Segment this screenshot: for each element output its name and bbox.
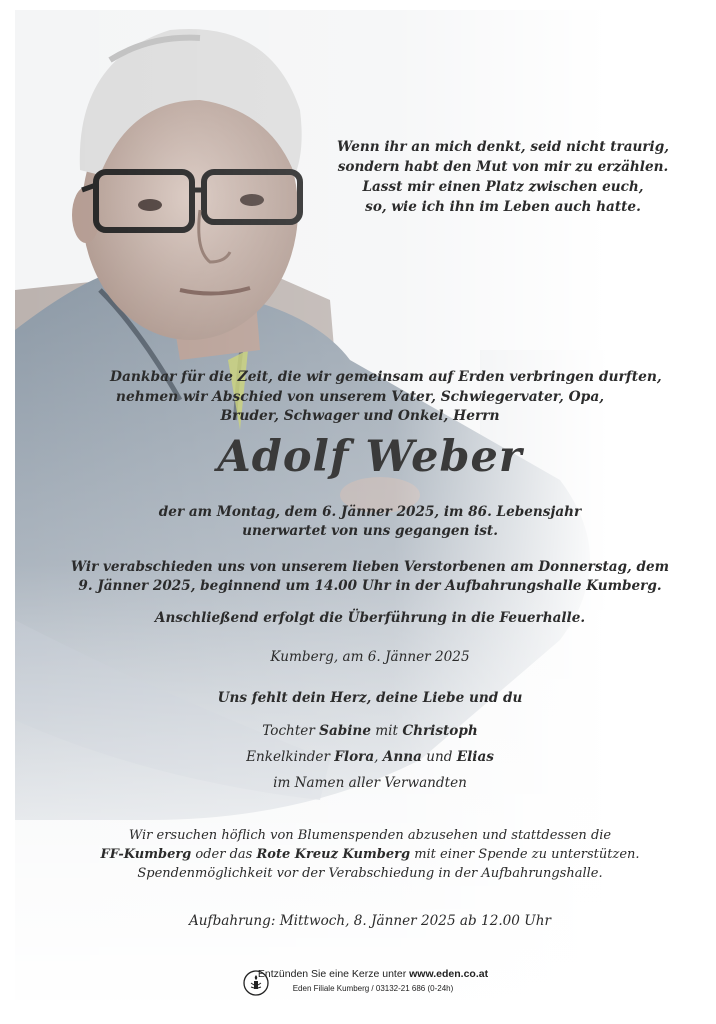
viewing-line: Aufbahrung: Mittwoch, 8. Jänner 2025 ab 12.00 Uhr xyxy=(188,913,551,929)
ceremony-line: 9. Jänner 2025, beginnend um 14.00 Uhr in der Aufbahrungshalle Kumberg. xyxy=(78,578,662,594)
org-rotes-kreuz: Rote Kreuz Kumberg xyxy=(256,847,411,862)
donation-line: Wir ersuchen höflich von Blumenspenden abzusehen und stattdessen die xyxy=(128,828,612,843)
death-notice xyxy=(60,503,680,541)
footer-branch: Eden Filiale Kumberg / 03132-21 686 (0-24h) xyxy=(292,984,454,993)
donation-line xyxy=(60,845,680,864)
transfer-line: Anschließend erfolgt die Überführung in die Feuerhalle. xyxy=(154,610,586,626)
place-date xyxy=(60,648,680,667)
death-line: unerwartet von uns gegangen ist. xyxy=(242,523,498,539)
name-anna: Anna xyxy=(382,749,422,765)
quote-line: Wenn ihr an mich denkt, seid nicht traurig, xyxy=(337,139,669,155)
mourners-list xyxy=(60,718,680,796)
eden-link[interactable]: www.eden.co.at xyxy=(409,968,489,980)
text: , xyxy=(374,749,383,765)
farewell-intro xyxy=(110,368,662,427)
text: mit xyxy=(370,723,403,739)
memorial-quote xyxy=(330,137,676,217)
quote-line: Lasst mir einen Platz zwischen euch, xyxy=(362,179,644,195)
quote-line: sondern habt den Mut von mir zu erzählen. xyxy=(337,159,669,175)
name-elias: Elias xyxy=(456,749,494,765)
death-line: der am Montag, dem 6. Jänner 2025, im 86. Lebensjahr xyxy=(158,504,582,520)
footer xyxy=(0,968,716,993)
text: Tochter xyxy=(262,723,320,739)
text: Entzünden Sie eine Kerze unter xyxy=(257,968,410,980)
footer-candle-line xyxy=(0,968,716,980)
intro-line: Dankbar für die Zeit, die wir gemeinsam auf Erden verbringen durften, xyxy=(110,369,662,385)
name-christoph: Christoph xyxy=(402,723,478,739)
text: oder das xyxy=(191,847,257,862)
mourner-grandchildren xyxy=(60,744,680,770)
viewing-info xyxy=(60,912,680,931)
name-sabine: Sabine xyxy=(319,723,371,739)
transfer-notice xyxy=(60,609,680,628)
farewell-ceremony xyxy=(60,558,680,596)
mourner-relatives: im Namen aller Verwandten xyxy=(273,775,467,791)
mourner-daughter xyxy=(60,718,680,744)
text: mit einer Spende zu unterstützen. xyxy=(410,847,640,862)
mourners-heading-line: Uns fehlt dein Herz, deine Liebe und du xyxy=(217,690,523,706)
quote-line: so, wie ich ihn im Leben auch hatte. xyxy=(365,199,641,215)
name-flora: Flora xyxy=(334,749,375,765)
intro-line: nehmen wir Abschied von unserem Vater, Schwiegervater, Opa, xyxy=(115,388,605,405)
org-ff-kumberg: FF-Kumberg xyxy=(100,847,192,862)
deceased-name: Adolf Weber xyxy=(217,432,523,482)
text: und xyxy=(421,749,457,765)
text: Enkelkinder xyxy=(246,749,335,765)
mourners-heading xyxy=(60,689,680,708)
ceremony-line: Wir verabschieden uns von unserem lieben Verstorbenen am Donnerstag, dem xyxy=(70,559,670,575)
place-date-line: Kumberg, am 6. Jänner 2025 xyxy=(270,649,470,665)
donation-line: Spendenmöglichkeit vor der Verabschiedung in der Aufbahrungshalle. xyxy=(137,866,603,881)
intro-line: Bruder, Schwager und Onkel, Herrn xyxy=(220,408,500,424)
donation-request xyxy=(60,826,680,883)
